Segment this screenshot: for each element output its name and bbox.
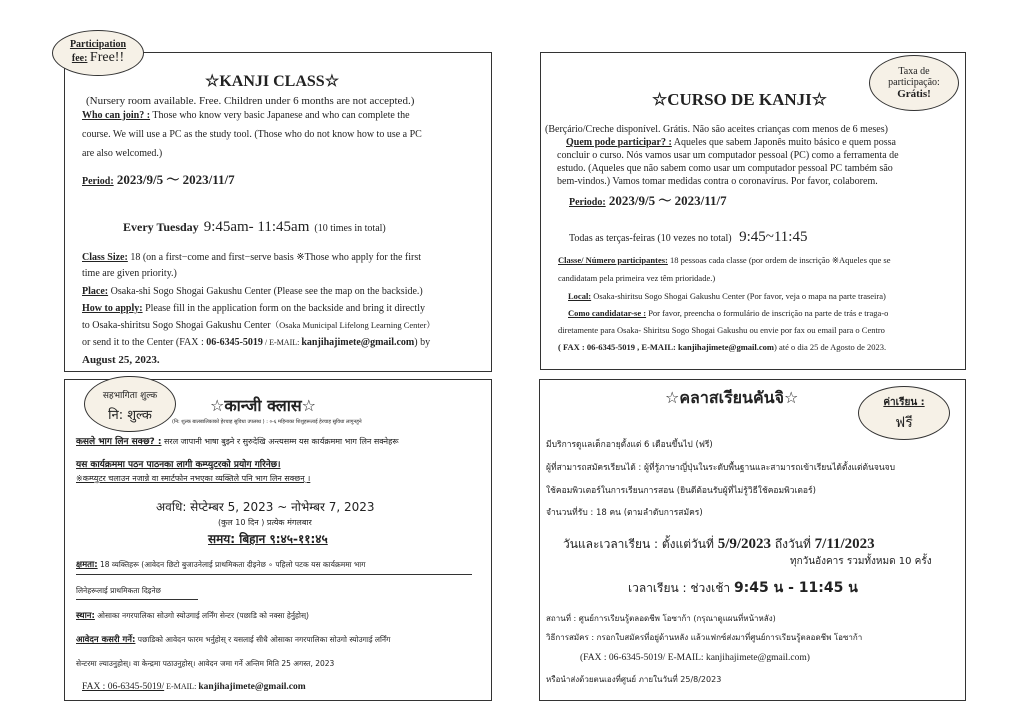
th-l3: ใช้คอมพิวเตอร์ในการเรียนการสอน (ยินดีต้อนรับผู้ที่ไม่รู้วิธีใช้คอมพิวเตอร์) xyxy=(546,486,816,496)
ne-apply xyxy=(76,635,390,645)
en-times-total: (10 times in total) xyxy=(314,223,386,234)
ne-email-label: E-MAIL: xyxy=(164,682,199,691)
ne-fax: FAX : 06-6345-5019/ xyxy=(82,682,165,692)
th-date-a: วันและเวลาเรียน : ตั้งแต่วันที่ xyxy=(563,537,718,551)
pt-size-l1: 18 pessoas cada classe (por ordem de inscrição ※Aqueles que se xyxy=(667,255,891,265)
pt-who-l2: concluir o curso. Nós vamos usar um computador pessoal (PC) como a ferramenta de xyxy=(557,150,899,161)
pt-apply-l1: Por favor, preencha o formulário de inscrição na parte de trás e traga-o xyxy=(646,308,889,318)
pt-who-label: Quem pode participar? : xyxy=(566,137,672,148)
th-time-a: เวลาเรียน : ช่วงเช้า xyxy=(628,581,734,595)
en-apply-l3c: ) by xyxy=(414,337,431,348)
pt-size xyxy=(558,255,891,265)
th-title: ☆คลาสเรียนคันจิ☆ xyxy=(665,388,799,407)
ne-count: (कुल 10 दिन ) प्रत्येक मंगलबार xyxy=(218,518,312,527)
ne-cap xyxy=(76,560,365,570)
en-size-label: Class Size: xyxy=(82,252,128,263)
ne-who-value: सरल जापानी भाषा बुझ्ने र सुरुदेखि अन्त्यसम्म यस कार्यक्रममा भाग लिन सक्नेहरू xyxy=(161,437,399,446)
pt-time: 9:45~11:45 xyxy=(739,229,808,245)
en-nursery: (Nursery room available. Free. Children under 6 months are not accepted.) xyxy=(86,95,415,107)
ne-pc-l1: यस कार्यक्रममा पठन पाठनका लागी कम्प्युटरको प्रयोग गरिनेछ। xyxy=(76,460,281,470)
pt-l1: (Berçário/Creche disponível. Grátis. Não são aceites crianças com menos de 6 meses) xyxy=(545,124,888,135)
th-date xyxy=(563,535,875,553)
en-who-l2: course. We will use a PC as the study tool. (Those who do not know how to use a PC xyxy=(82,129,422,140)
pt-size-l2: candidatam pela primeira vez têm prioridade.) xyxy=(558,273,716,283)
ne-fee-label: सहभागिता शुल्क xyxy=(102,391,158,401)
pt-apply-l3 xyxy=(558,342,886,352)
en-apply xyxy=(82,303,425,315)
en-apply-l3a: or send it to the Center (FAX : xyxy=(82,337,204,348)
en-apply-label: How to apply: xyxy=(82,303,143,314)
pt-every: Todas as terças-feiras (10 vezes no total) xyxy=(569,233,732,244)
pt-schedule xyxy=(569,228,807,246)
th-date-c: ถึงวันที่ xyxy=(771,537,815,551)
en-time: 9:45am- 11:45am xyxy=(203,219,310,235)
ne-cap-l2: लिनेहरूलाई प्राथमिकता दिइनेछ xyxy=(76,586,161,595)
en-place-value: Osaka-shi Sogo Shogai Gakushu Center (Please see the map on the backside.) xyxy=(108,286,423,297)
ne-place-label: स्थान: xyxy=(76,611,95,621)
ne-apply-l2: सेन्टरमा ल्याउनुहोस्। वा केन्द्रमा पठाउनुहोस्। आवेदन जमा गर्ने अन्तिम मिति 25 अगस्त, 2023 xyxy=(76,659,335,668)
en-fee-value: Free!! xyxy=(89,50,125,65)
ne-time: समय: बिहान ९:४५-११:४५ xyxy=(208,532,328,546)
th-l2: ผู้ที่สามารถสมัครเรียนได้ : ผู้ที่รู้ภาษาญี่ปุ่นในระดับพื้นฐานและสามารถเข้าเรียนได้ตั้งแต่ต้นจนจบ xyxy=(546,463,896,473)
ne-who xyxy=(76,437,399,448)
en-size-l1: 18 (on a first−come and first−serve basis ※Those who apply for the first xyxy=(127,252,422,263)
en-size xyxy=(82,252,421,264)
pt-local xyxy=(568,291,886,301)
en-schedule xyxy=(123,218,386,236)
pt-who-l4: bem-vindos.) Vamos tomar medidas contra o coronavírus. Por favor, colaborem. xyxy=(557,176,878,187)
pt-period-label: Periodo: xyxy=(569,197,606,208)
en-apply-email: kanjihajimete@gmail.com xyxy=(301,337,415,348)
th-date-b: 5/9/2023 xyxy=(717,536,772,552)
ne-cap-underline xyxy=(76,574,472,575)
ne-pc-l2: ※कम्प्युटर चलाउन नजान्ने वा स्मार्टफोन नभएका व्यक्तिले पनि भाग लिन सक्छन् । xyxy=(76,474,311,483)
pt-local-value: Osaka-shiritsu Sogo Shogai Gakushu Center (Por favor, veja o mapa na parte traseira) xyxy=(591,291,886,301)
ne-title-note: (नि: शुल्क बालबालिकाको हेरचाह सुविधा उपलब्ध ) : ०-६ महिनाका शिशुहरूलाई हेरचाह सुविधा लागुनहुने xyxy=(172,419,362,425)
ne-title: ☆कान्जी क्लास☆ xyxy=(210,396,317,415)
pt-fee-label2: participação: xyxy=(888,77,940,88)
pt-fee-value: Grátis! xyxy=(897,88,931,100)
en-deadline: August 25, 2023. xyxy=(82,354,160,366)
pt-size-label: Classe/ Número participantes: xyxy=(558,255,668,265)
en-fee-label: Participation xyxy=(69,39,127,50)
pt-apply-l2: diretamente para Osaka- Shiritsu Sogo Shogai Gakushu ou envie por fax ou email para o Centro xyxy=(558,325,885,335)
ne-place-value: ओसाका नगरपालिका सोउगो स्योउगाई लर्निंग सेन्टर (पछाडि को नक्सा हेर्नुहोस्) xyxy=(94,611,309,620)
en-title: ☆KANJI CLASS☆ xyxy=(205,73,340,90)
ne-fee-oval xyxy=(84,376,176,432)
ne-apply-label: आवेदन कसरी गर्ने: xyxy=(76,635,136,645)
en-period-value: 2023/9/5 〜 2023/11/7 xyxy=(113,172,235,187)
pt-who-l3: estudo. (Aqueles que não sabem como usar um computador pessoal PC também são xyxy=(557,163,893,174)
en-apply-l2 xyxy=(82,320,435,332)
pt-period xyxy=(569,193,727,209)
ne-place xyxy=(76,611,309,621)
pt-who xyxy=(566,137,896,149)
ne-cap-label: क्षमता: xyxy=(76,560,98,570)
pt-apply xyxy=(568,308,888,318)
ne-cap-l1: 18 व्यक्तिहरू (आवेदन छिटो बुजाउनेलाई प्राथमिकता दीइनेछ ∘ पहिलो पटक यस कार्यक्रममा भाग xyxy=(97,560,366,569)
en-who-label: Who can join? : xyxy=(82,110,151,121)
pt-period-value: 2023/9/5 〜 2023/11/7 xyxy=(605,193,727,208)
th-fee-oval xyxy=(858,386,950,440)
ne-fee-value: नि: शुल्क xyxy=(108,408,152,423)
en-apply-l2a: to Osaka-shiritsu Sogo Shogai Gakushu Center xyxy=(82,320,271,331)
pt-who-l1: Aqueles que sabem Japonês muito básico e quem possa xyxy=(671,137,896,148)
en-period xyxy=(82,172,235,188)
en-apply-l3b: / E-MAIL: xyxy=(262,338,302,347)
en-who-l3: are also welcomed.) xyxy=(82,148,163,159)
th-fee-value: ฟรี xyxy=(895,415,913,431)
pt-fee-oval xyxy=(869,55,959,111)
en-period-label: Period: xyxy=(82,176,114,187)
ne-email: kanjihajimete@gmail.com xyxy=(198,682,306,692)
th-date-d: 7/11/2023 xyxy=(814,536,875,552)
th-apply: วิธีการสมัคร : กรอกใบสมัครที่อยู่ด้านหลัง แล้วแฟกซ์ส่งมาที่ศูนย์การเรียนรู้ตลอดชีพ โอซาก้า xyxy=(546,633,863,642)
th-deadline: หรือนำส่งด้วยตนเองที่ศูนย์ ภายในวันที่ 25/8/2023 xyxy=(546,675,722,684)
th-time-b: 9:45 น - 11:45 น xyxy=(733,580,858,596)
en-apply-fax: 06-6345-5019 xyxy=(203,337,263,348)
th-fax: (FAX : 06-6345-5019/ E-MAIL: kanjihajimete@gmail.com) xyxy=(580,653,810,663)
en-every: Every Tuesday xyxy=(123,220,199,234)
en-size-l2: time are given priority.) xyxy=(82,268,177,279)
en-apply-l1: Please fill in the application form on the backside and bring it directly xyxy=(142,303,425,314)
th-time xyxy=(628,580,858,597)
ne-who-label: कसले भाग लिन सक्छ? : xyxy=(76,437,162,447)
pt-title: ☆CURSO DE KANJI☆ xyxy=(652,90,827,109)
th-l4: จำนวนที่รับ : 18 คน (ตามลำดับการสมัคร) xyxy=(546,508,703,518)
en-fee-oval xyxy=(52,30,144,76)
th-l1: มีบริการดูแลเด็กอายุตั้งแต่ 6 เดือนขึ้นไป (ฟรี) xyxy=(546,440,713,450)
en-who-l1: Those who know very basic Japanese and who can complete the xyxy=(150,110,410,121)
pt-fee-label1: Taxa de xyxy=(898,66,930,77)
en-place-label: Place: xyxy=(82,286,109,297)
ne-apply-l1: पछाडिको आवेदन फारम भर्नुहोस् र यसलाई सीधै ओसाका नगरपालिका सोउगो स्योउगाई लर्निंग xyxy=(135,635,391,644)
en-who xyxy=(82,110,410,122)
pt-apply-email: kanjihajimete@gmail.com xyxy=(678,342,774,352)
th-date-sub: ทุกวันอังคาร รวมทั้งหมด 10 ครั้ง xyxy=(790,556,932,567)
ne-contact xyxy=(82,682,306,693)
ne-cap-l2-underline xyxy=(76,599,198,600)
en-place xyxy=(82,286,423,298)
ne-period: अवधि: सेप्टेम्बर 5, 2023 ~ नोभेम्बर 7, 2023 xyxy=(156,500,375,514)
pt-local-label: Local: xyxy=(568,291,592,301)
th-fee-label: ค่าเรียน : xyxy=(883,397,925,408)
pt-apply-l3a: ( FAX : 06-6345-5019 , E-MAIL: xyxy=(558,342,679,352)
en-apply-l2b: （Osaka Municipal Lifelong Learning Center） xyxy=(270,320,435,330)
en-fee-label2: fee: xyxy=(71,53,88,64)
th-place: สถานที่ : ศูนย์การเรียนรู้ตลอดชีพ โอซาก้า (กรุณาดูแผนที่หน้าหลัง) xyxy=(546,614,776,623)
en-apply-l3 xyxy=(82,337,430,349)
pt-apply-label: Como candidatar-se : xyxy=(568,308,647,318)
pt-apply-l3b: ) até o dia 25 de Agosto de 2023. xyxy=(773,342,887,352)
